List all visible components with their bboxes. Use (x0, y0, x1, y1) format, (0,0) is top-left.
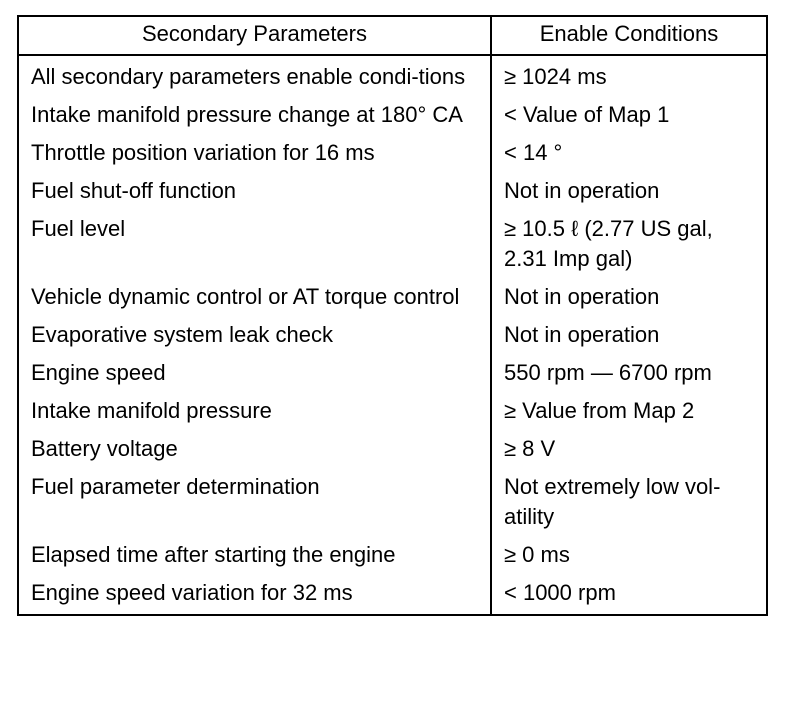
parameter-cell: Battery voltage (18, 433, 491, 471)
parameters-table (17, 15, 768, 616)
table-row (18, 395, 767, 433)
table-row (18, 213, 767, 281)
parameter-cell: Vehicle dynamic control or AT torque control (18, 281, 491, 319)
table-row (18, 99, 767, 137)
parameter-cell: Engine speed (18, 357, 491, 395)
table-row (18, 539, 767, 577)
table-row (18, 577, 767, 615)
condition-cell: ≥ 10.5 ℓ (2.77 US gal, 2.31 Imp gal) (491, 213, 767, 281)
condition-cell: ≥ 0 ms (491, 539, 767, 577)
condition-cell: ≥ Value from Map 2 (491, 395, 767, 433)
parameter-cell: Fuel level (18, 213, 491, 281)
parameter-cell: Fuel shut-off function (18, 175, 491, 213)
table-row (18, 319, 767, 357)
parameter-cell: Evaporative system leak check (18, 319, 491, 357)
parameter-cell: Engine speed variation for 32 ms (18, 577, 491, 615)
parameter-cell: All secondary parameters enable condi-tions (18, 55, 491, 99)
table-row (18, 471, 767, 539)
parameter-cell: Intake manifold pressure (18, 395, 491, 433)
parameter-cell: Throttle position variation for 16 ms (18, 137, 491, 175)
table-header-row (18, 16, 767, 55)
condition-cell: < Value of Map 1 (491, 99, 767, 137)
header-enable-conditions: Enable Conditions (491, 16, 767, 55)
table-row (18, 357, 767, 395)
condition-cell: 550 rpm — 6700 rpm (491, 357, 767, 395)
condition-cell: ≥ 8 V (491, 433, 767, 471)
parameter-cell: Intake manifold pressure change at 180° CA (18, 99, 491, 137)
table-row (18, 433, 767, 471)
header-secondary-parameters: Secondary Parameters (18, 16, 491, 55)
table-row (18, 55, 767, 99)
condition-cell: Not in operation (491, 281, 767, 319)
table-row (18, 137, 767, 175)
condition-cell: Not in operation (491, 175, 767, 213)
table-row (18, 281, 767, 319)
condition-cell: < 14 ° (491, 137, 767, 175)
condition-cell: ≥ 1024 ms (491, 55, 767, 99)
table-row (18, 175, 767, 213)
parameter-cell: Elapsed time after starting the engine (18, 539, 491, 577)
condition-cell: Not in operation (491, 319, 767, 357)
condition-cell: Not extremely low vol-atility (491, 471, 767, 539)
condition-cell: < 1000 rpm (491, 577, 767, 615)
parameter-cell: Fuel parameter determination (18, 471, 491, 539)
